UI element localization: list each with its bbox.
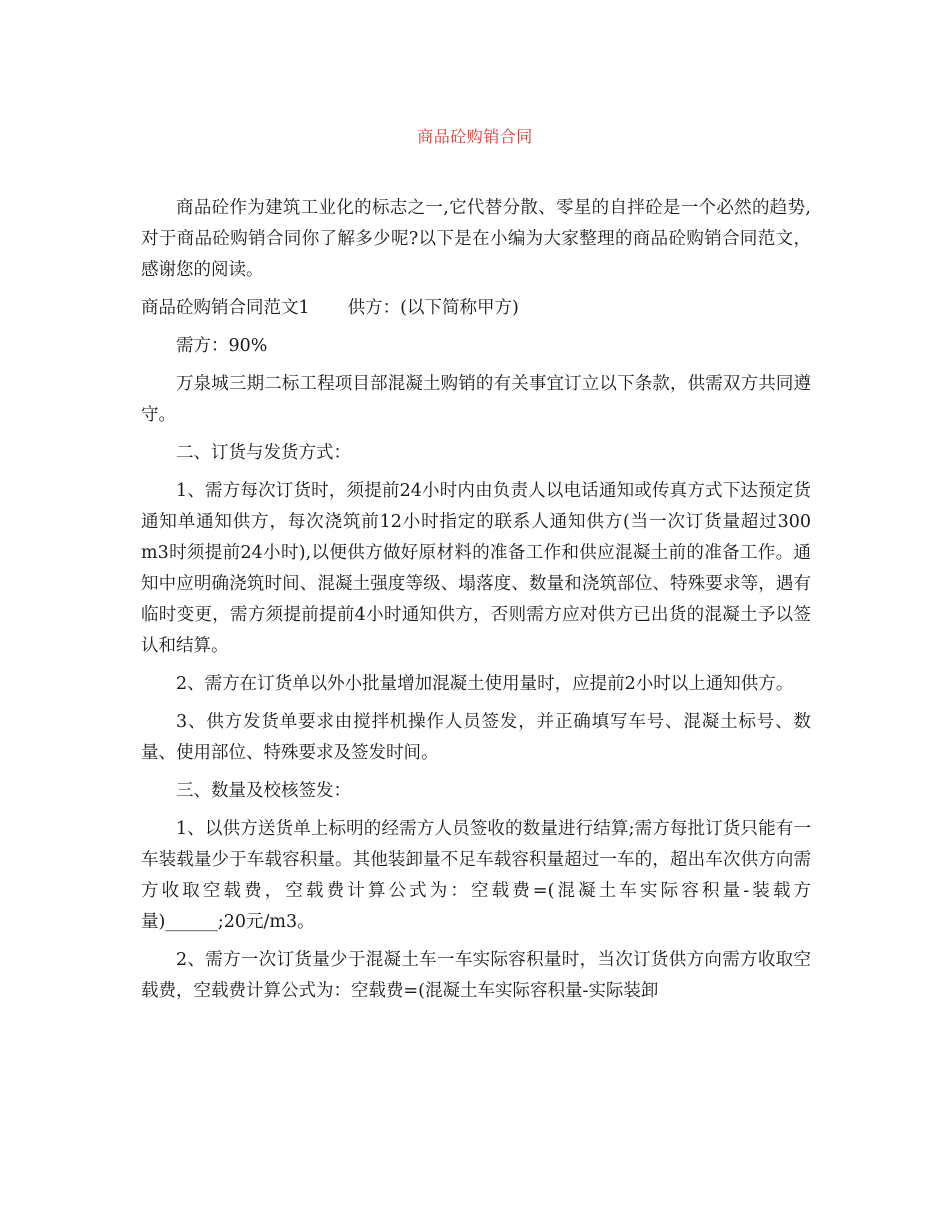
section-2-title: 二、订货与发货方式： (176, 443, 351, 463)
supplier-line: 供方：(以下简称甲方) (347, 298, 519, 318)
section-2-item-2: 2、需方在订货单以外小批量增加混凝土使用量时，应提前2小时以上通知供方。 (176, 674, 794, 694)
document-body (141, 193, 811, 1014)
demand-party-line: 需方：90% (176, 336, 268, 356)
preamble-paragraph: 万泉城三期二标工程项目部混凝土购销的有关事宜订立以下条款，供需双方共同遵守。 (141, 374, 811, 425)
contract-heading-line (141, 293, 811, 324)
document-title: 商品砼购销合同 (417, 127, 533, 146)
section-2-item-1: 1、需方每次订货时，须提前24小时内由负责人以电话通知或传真方式下达预定货通知单通知供方，每次浇筑前12小时指定的联系人通知供方(当一次订货量超过300 m3时须提前24小时),以便供方做好原材料的准备工作和供应混凝土前的准备工作。通知中应明确浇筑时间、混凝土强度等级、塌落度、数量和浇筑部位、特殊要求等，遇有临时变更，需方须提前提前4小时通知供方，否则需方应对供方已出货的混凝土予以签认和结算。 (141, 481, 811, 656)
contract-heading: 商品砼购销合同范文1 (141, 298, 310, 318)
section-3-item-1: 1、以供方送货单上标明的经需方人员签收的数量进行结算;需方每批订货只能有一车装载量少于车载容积量。其他装卸量不足车载容积量超过一车的，超出车次供方向需方收取空载费，空载费计算公式为：空载费=(混凝土车实际容积量-装载方量)______;20元/m3。 (141, 819, 811, 932)
section-3-title: 三、数量及校核签发： (176, 781, 351, 801)
intro-paragraph: 商品砼作为建筑工业化的标志之一,它代替分散、零星的自拌砼是一个必然的趋势,对于商品砼购销合同你了解多少呢?以下是在小编为大家整理的商品砼购销合同范文，感谢您的阅读。 (141, 198, 811, 280)
section-2-item-3: 3、供方发货单要求由搅拌机操作人员签发，并正确填写车号、混凝土标号、数量、使用部位、特殊要求及签发时间。 (141, 712, 811, 763)
section-3-item-2: 2、需方一次订货量少于混凝土车一车实际容积量时，当次订货供方向需方收取空载费，空载费计算公式为：空载费=(混凝土车实际容积量-实际装卸 (141, 950, 811, 1001)
